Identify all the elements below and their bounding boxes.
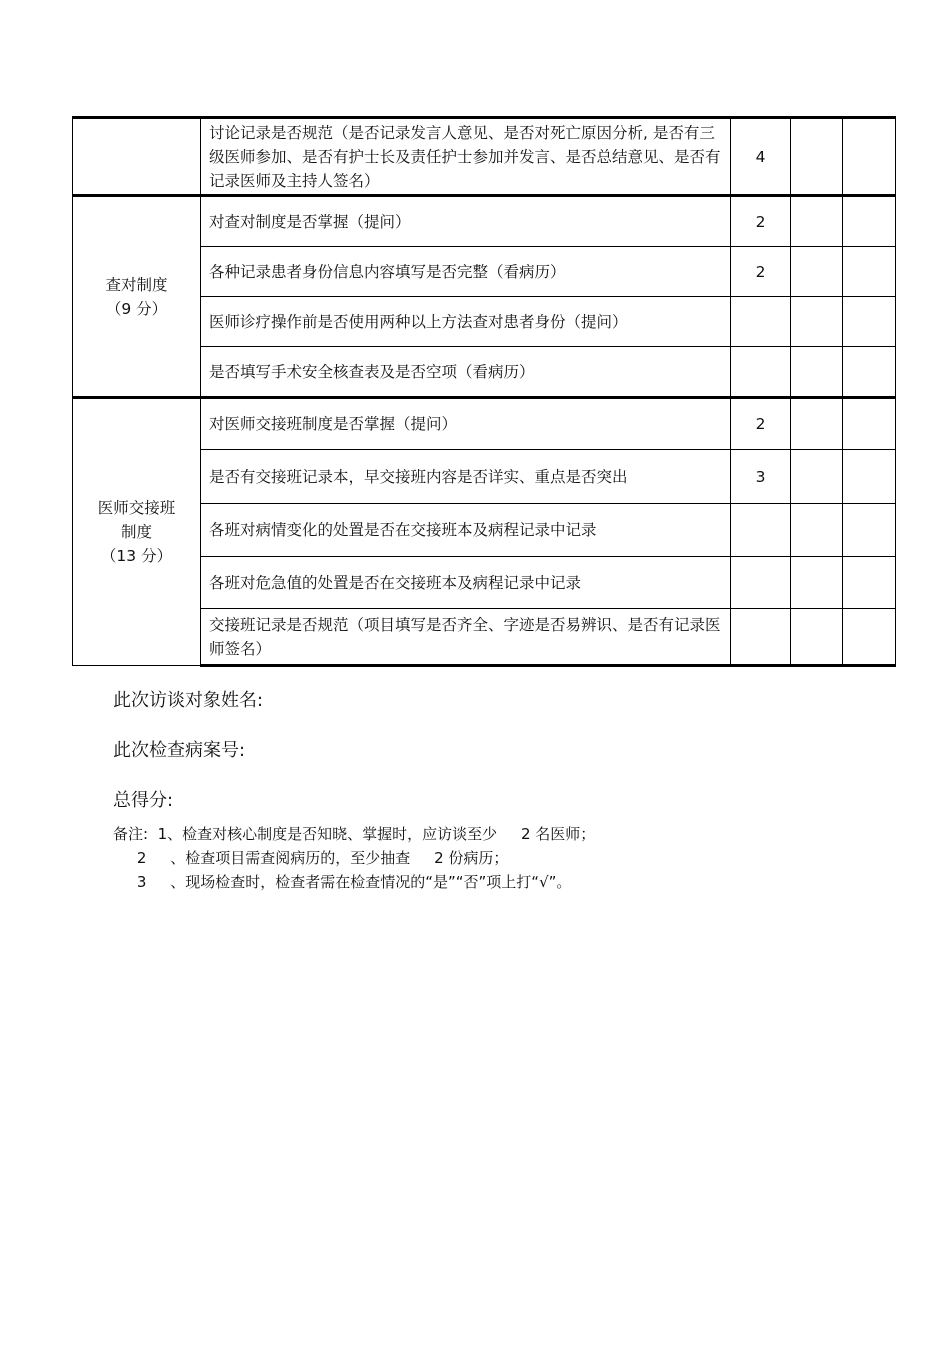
- check-item: 是否填写手术安全核查表及是否空项（看病历）: [201, 347, 731, 398]
- no-check-cell[interactable]: [843, 347, 896, 398]
- score-cell: 2: [731, 398, 791, 450]
- yes-check-cell[interactable]: [791, 297, 843, 347]
- category-cell: [73, 196, 201, 398]
- category-label: （13 分）: [100, 547, 173, 565]
- category-label: （9 分）: [105, 299, 168, 318]
- table-row: [73, 196, 896, 247]
- category-label: 查对制度: [105, 275, 168, 294]
- yes-check-cell[interactable]: [791, 118, 843, 196]
- check-item: 对医师交接班制度是否掌握（提问）: [201, 398, 731, 450]
- interviewee-field: 此次访谈对象姓名:: [113, 690, 264, 711]
- check-item: 交接班记录是否规范（项目填写是否齐全、字迹是否易辨识、是否有记录医师签名）: [201, 609, 731, 666]
- no-check-cell[interactable]: [843, 196, 896, 247]
- score-cell: [731, 297, 791, 347]
- no-check-cell[interactable]: [843, 504, 896, 557]
- check-item: 对查对制度是否掌握（提问）: [201, 196, 731, 247]
- check-item: 讨论记录是否规范（是否记录发言人意见、是否对死亡原因分析, 是否有三级医师参加、是否有护士长及责任护士参加并发言、是否总结意见、是否有记录医师及主持人签名）: [201, 118, 731, 196]
- yes-check-cell[interactable]: [791, 247, 843, 297]
- remark-line: 备注: 1、检查对核心制度是否知晓、掌握时，应访谈至少 2 名医师；: [113, 825, 596, 843]
- check-item: 各种记录患者身份信息内容填写是否完整（看病历）: [201, 247, 731, 297]
- yes-check-cell[interactable]: [791, 398, 843, 450]
- no-check-cell[interactable]: [843, 297, 896, 347]
- category-label: 医师交接班: [97, 499, 176, 517]
- yes-check-cell[interactable]: [791, 557, 843, 609]
- case-number-field: 此次检查病案号:: [113, 740, 246, 761]
- check-item: 医师诊疗操作前是否使用两种以上方法查对患者身份（提问）: [201, 297, 731, 347]
- table-row: [73, 118, 896, 196]
- score-cell: 2: [731, 247, 791, 297]
- score-cell: [731, 609, 791, 666]
- category-label: 制度: [120, 523, 152, 541]
- check-item: 各班对危急值的处置是否在交接班本及病程记录中记录: [201, 557, 731, 609]
- category-cell: [73, 118, 201, 196]
- no-check-cell[interactable]: [843, 247, 896, 297]
- check-item: 各班对病情变化的处置是否在交接班本及病程记录中记录: [201, 504, 731, 557]
- remark-line: 3 、现场检查时，检查者需在检查情况的“是”“否”项上打“√”。: [113, 873, 572, 891]
- yes-check-cell[interactable]: [791, 196, 843, 247]
- inspection-table: [72, 116, 896, 667]
- remarks: [113, 822, 595, 894]
- remark-line: 2 、检查项目需查阅病历的，至少抽查 2 份病历；: [113, 849, 509, 867]
- score-cell: [731, 347, 791, 398]
- no-check-cell[interactable]: [843, 398, 896, 450]
- score-cell: [731, 557, 791, 609]
- category-cell: [73, 398, 201, 666]
- yes-check-cell[interactable]: [791, 609, 843, 666]
- no-check-cell[interactable]: [843, 118, 896, 196]
- score-cell: [731, 504, 791, 557]
- no-check-cell[interactable]: [843, 609, 896, 666]
- score-cell: 2: [731, 196, 791, 247]
- no-check-cell[interactable]: [843, 450, 896, 504]
- table-row: [73, 398, 896, 450]
- yes-check-cell[interactable]: [791, 504, 843, 557]
- score-cell: 4: [731, 118, 791, 196]
- total-score-field: 总得分:: [113, 790, 174, 811]
- yes-check-cell[interactable]: [791, 450, 843, 504]
- no-check-cell[interactable]: [843, 557, 896, 609]
- score-cell: 3: [731, 450, 791, 504]
- yes-check-cell[interactable]: [791, 347, 843, 398]
- check-item: 是否有交接班记录本，早交接班内容是否详实、重点是否突出: [201, 450, 731, 504]
